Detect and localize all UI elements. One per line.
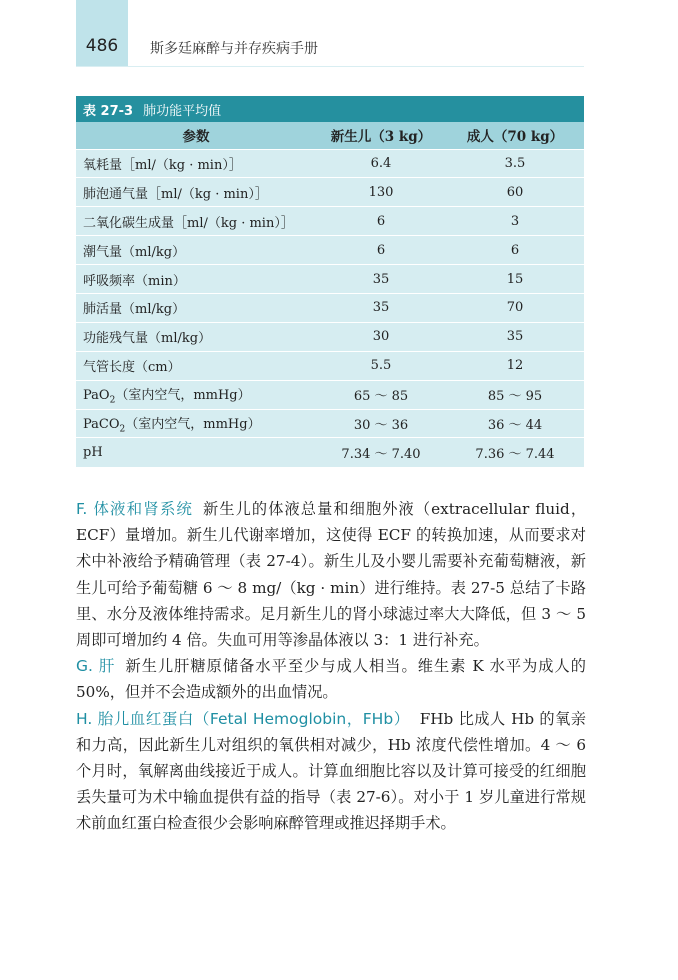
page-number: 486 [85, 36, 119, 56]
table-row [76, 438, 584, 467]
data-table [76, 122, 584, 467]
section-text: FHb 比成人 Hb 的氧亲和力高，因此新生儿对组织的氧供相对减少，Hb 浓度代偿性增加。4 ～ 6 个月时，氧解离曲线接近于成人。计算血细胞比容以及计算可接受的红细胞丢失量可为术中输血提供有益的指导（表 27-6）。对小于 1 岁儿童进行常规术前血红蛋白检查很少会影响麻醉管理或推迟择期手术。 [76, 709, 586, 833]
table-row [76, 293, 584, 322]
param-suffix: （室内空气，mmHg） [125, 416, 261, 432]
newborn-cell: 130 [316, 178, 446, 207]
adult-cell: 7.36 ～ 7.44 [446, 438, 584, 467]
adult-cell: 3.5 [446, 149, 584, 178]
newborn-cell: 30 [316, 322, 446, 351]
table-header-row [76, 122, 584, 149]
section-heading: G. 肝 [76, 657, 116, 676]
param-cell: 气管长度（cm） [76, 351, 316, 380]
body-text [76, 496, 586, 837]
param-prefix: PaO [83, 387, 110, 403]
adult-cell: 12 [446, 351, 584, 380]
table-row [76, 178, 584, 207]
param-cell: 呼吸频率（min） [76, 265, 316, 294]
table-caption-number: 表 27-3 [83, 103, 134, 119]
param-cell: 肺泡通气量［ml/（kg · min）］ [76, 178, 316, 207]
column-header-parameter: 参数 [182, 129, 210, 146]
table-caption [76, 96, 584, 122]
table-row [76, 322, 584, 351]
running-head: 斯多廷麻醉与并存疾病手册 [150, 41, 318, 57]
param-cell: 功能残气量（ml/kg） [76, 322, 316, 351]
param-suffix: （室内空气，mmHg） [115, 387, 251, 403]
table-row [76, 207, 584, 236]
adult-cell: 3 [446, 207, 584, 236]
param-subscript: 2 [109, 395, 116, 406]
adult-cell: 35 [446, 322, 584, 351]
section-heading: H. 胎儿血红蛋白（Fetal Hemoglobin，FHb） [76, 709, 410, 728]
section-liver [76, 653, 586, 705]
adult-cell: 15 [446, 265, 584, 294]
column-header-adult: 成人（70 kg） [466, 129, 564, 146]
adult-cell: 60 [446, 178, 584, 207]
newborn-cell: 35 [316, 293, 446, 322]
newborn-cell: 6 [316, 207, 446, 236]
section-text: 新生儿的体液总量和细胞外液（extracellular fluid，ECF）量增加。新生儿代谢率增加，这使得 ECF 的转换加速，从而要求对术中补液给予精确管理（表 27-4）。新生儿及小婴儿需要补充葡萄糖液，新生儿可给予葡萄糖 6 ～ 8 mg/（kg · min）进行维持。表 27-5 总结了卡路里、水分及液体维持需求。足月新生儿的肾小球滤过率大大降低，但 3 ～ 5 周即可增加约 4 倍。失血可用等渗晶体液以 3：1 进行补充。 [76, 500, 587, 650]
section-fetal-hemoglobin [76, 706, 586, 837]
param-cell: 二氧化碳生成量［ml/（kg · min）］ [76, 207, 316, 236]
param-cell [76, 380, 316, 409]
newborn-cell: 65 ～ 85 [316, 380, 446, 409]
section-fluid-renal [76, 496, 586, 653]
section-text: 新生儿肝糖原储备水平至少与成人相当。维生素 K 水平为成人的 50%，但并不会造成额外的出血情况。 [76, 657, 586, 702]
newborn-cell: 35 [316, 265, 446, 294]
param-cell: 肺活量（ml/kg） [76, 293, 316, 322]
table-row [76, 149, 584, 178]
column-header-newborn: 新生儿（3 kg） [330, 129, 432, 146]
newborn-cell: 6.4 [316, 149, 446, 178]
table-row [76, 265, 584, 294]
param-subscript: 2 [119, 424, 126, 435]
adult-cell: 36 ～ 44 [446, 409, 584, 438]
page-number-tab [76, 0, 128, 66]
param-cell [76, 409, 316, 438]
newborn-cell: 30 ～ 36 [316, 409, 446, 438]
newborn-cell: 6 [316, 236, 446, 265]
param-cell: 潮气量（ml/kg） [76, 236, 316, 265]
section-heading: F. 体液和肾系统 [76, 500, 194, 518]
adult-cell: 6 [446, 236, 584, 265]
adult-cell: 85 ～ 95 [446, 380, 584, 409]
table-caption-title: 肺功能平均值 [143, 103, 222, 119]
param-cell: 氧耗量［ml/（kg · min）］ [76, 149, 316, 178]
param-prefix: PaCO [83, 416, 120, 432]
newborn-cell: 7.34 ～ 7.40 [316, 438, 446, 467]
table-row [76, 380, 584, 409]
newborn-cell: 5.5 [316, 351, 446, 380]
adult-cell: 70 [446, 293, 584, 322]
lung-function-table [76, 96, 584, 467]
param-cell: pH [76, 438, 316, 467]
table-row [76, 409, 584, 438]
table-row [76, 351, 584, 380]
table-row [76, 236, 584, 265]
header-rule [76, 66, 584, 67]
